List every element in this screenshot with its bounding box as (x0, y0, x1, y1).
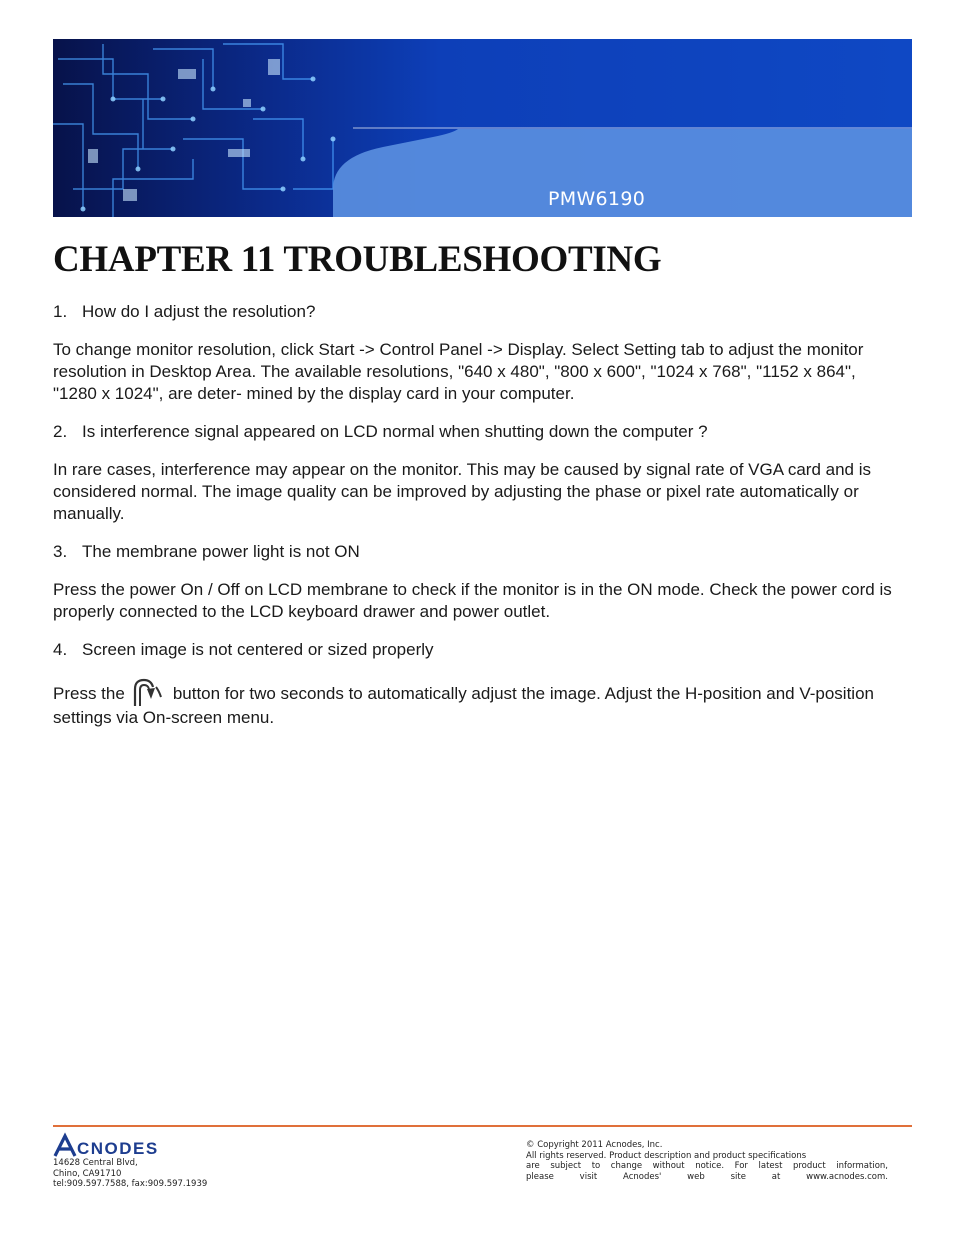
footer-divider (53, 1125, 912, 1127)
product-subtitle: 19” wide screen open frame LCD (548, 214, 872, 236)
header-banner (53, 39, 912, 236)
faq-answer-3: Press the power On / Off on LCD membrane to check if the monitor is in the ON mode. Check the power cord is properly connected to the LCD keyboard drawer and power outlet. (53, 580, 892, 621)
faq-answer-1: To change monitor resolution, click Start -> Control Panel -> Display. Select Setting tab to adjust the monitor resolution in Desktop Area. The available resolutions, "640 x 480", "800 x 600", "1024 x 768", "1152 x 864", "1280 x 1024", are deter- mined by the display card in your computer. (53, 340, 864, 403)
faq-answer-4: Press the button for two seconds to automatically adjust the image. Adjust the H-position and V-position settings via On-screen menu. (53, 677, 895, 729)
faq-question-2: 2. Is interference signal appeared on LCD normal when shutting down the computer ? (53, 422, 708, 441)
chapter-title: CHAPTER 11 TROUBLESHOOTING (53, 239, 662, 280)
company-address: 14628 Central Blvd, Chino, CA91710 tel:909.597.7588, fax:909.597.1939 (53, 1158, 208, 1189)
faq-question-1: 1. How do I adjust the resolution? (53, 302, 316, 321)
acnodes-logo (53, 1132, 213, 1158)
banner-text (548, 186, 871, 238)
model-number: PMW6190 (548, 188, 646, 210)
copyright-notice: © Copyright 2011 Acnodes, Inc. All rights reserved. Product description and product specifications are subject to change without notice. For latest product information, please visit Acnodes' web site at www.acnodes.com. (526, 1140, 888, 1182)
faq-answer-2: In rare cases, interference may appear on the monitor. This may be caused by signal rate of VGA card and is considered normal. The image quality can be improved by adjusting the phase or pixel rate automatically or manually. (53, 460, 872, 523)
faq-question-3: 3. The membrane power light is not ON (53, 542, 360, 561)
svg-text:CNODES: CNODES (77, 1139, 159, 1158)
faq-question-4: 4. Screen image is not centered or sized properly (53, 640, 434, 659)
troubleshooting-list (53, 301, 895, 745)
auto-adjust-button-icon (129, 677, 167, 707)
